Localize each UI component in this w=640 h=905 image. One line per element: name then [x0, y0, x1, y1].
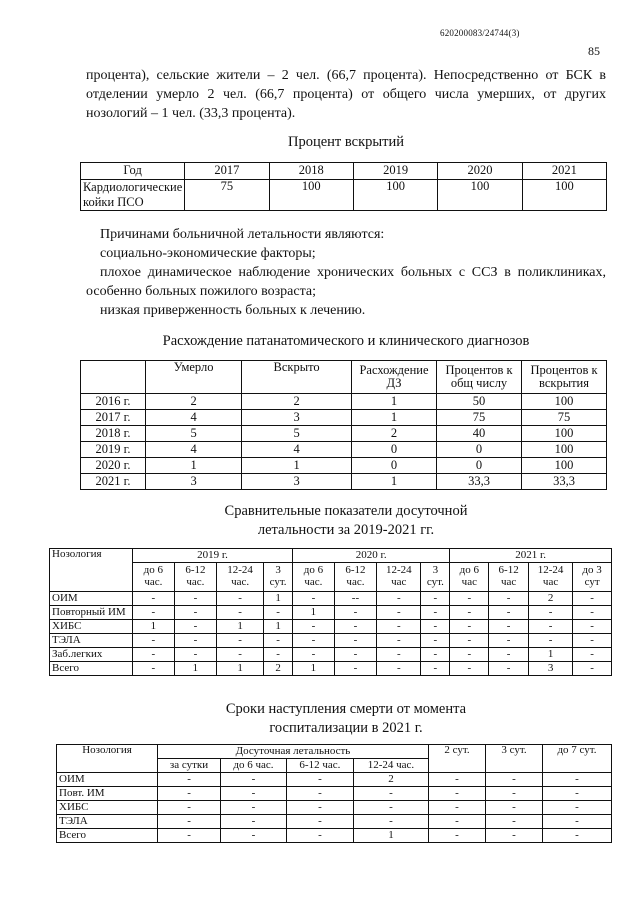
table-cell: 1	[352, 474, 437, 490]
table-cell: -	[489, 648, 529, 662]
table-cell: -	[377, 648, 421, 662]
table-cell: -	[286, 829, 353, 843]
table-cell: -	[486, 801, 543, 815]
table-cell: -	[334, 662, 376, 676]
table-cell: -	[573, 620, 612, 634]
header-cell: Умерло	[146, 361, 242, 394]
table-cell: -	[133, 648, 175, 662]
table-cell: -	[353, 787, 428, 801]
subheader-cell: 6-12 час	[489, 563, 529, 592]
table-header-row	[81, 361, 607, 394]
header-cell: 3 сут.	[486, 745, 543, 773]
row-label: 2019 г.	[81, 442, 146, 458]
year-header: 2020 г.	[293, 549, 450, 563]
table-cell: -	[221, 773, 287, 787]
table-row	[57, 787, 612, 801]
table-cell: -	[489, 606, 529, 620]
table-cell: 100	[522, 180, 606, 211]
table-row	[81, 442, 607, 458]
year-header: 2021 г.	[450, 549, 612, 563]
table-cell: -	[528, 634, 572, 648]
table-cell: -	[221, 829, 287, 843]
table-cell: -	[528, 620, 572, 634]
table-cell: 0	[437, 442, 522, 458]
table-cell: -	[133, 634, 175, 648]
table-cell: -	[217, 634, 264, 648]
table-cell: -	[286, 787, 353, 801]
table-cell: -	[429, 801, 486, 815]
death-timing-title	[86, 700, 606, 738]
table-cell: -	[334, 606, 376, 620]
page-number: 85	[588, 44, 600, 58]
header-cell: до 7 сут.	[543, 745, 612, 773]
table-cell: -	[217, 648, 264, 662]
table-cell: -	[158, 801, 221, 815]
table-cell: 1	[133, 620, 175, 634]
table-cell: 2	[146, 394, 242, 410]
row-label: Кардиологические койки ПСО	[81, 180, 185, 211]
table-cell: 1	[264, 592, 293, 606]
table-cell: 2	[264, 662, 293, 676]
table-row	[57, 801, 612, 815]
title-line: Сроки наступления смерти от момента	[225, 701, 467, 717]
causes-heading: Причинами больничной летальности являются:	[100, 227, 385, 242]
table-cell: 33,3	[522, 474, 607, 490]
table-cell: -	[543, 801, 612, 815]
subheader-cell: 6-12 час.	[286, 759, 353, 773]
table-cell: 1	[217, 662, 264, 676]
subheader-cell: 12-24 час	[377, 563, 421, 592]
table-cell: -	[429, 787, 486, 801]
table-cell: -	[377, 606, 421, 620]
table-cell: -	[158, 815, 221, 829]
table-row	[50, 662, 612, 676]
table-header-row	[81, 163, 607, 180]
table-cell: -	[264, 634, 293, 648]
table-row	[81, 458, 607, 474]
header-cell: Процентов к общ числу	[437, 361, 522, 394]
row-label: 2017 г.	[81, 410, 146, 426]
table-cell: -	[377, 662, 421, 676]
table-cell: 50	[437, 394, 522, 410]
table-row	[50, 648, 612, 662]
table-cell: -	[421, 606, 450, 620]
death-timing-table	[56, 744, 612, 843]
table-row	[50, 592, 612, 606]
table-cell: 1	[264, 620, 293, 634]
divergence-table-title: Расхождение патанатомического и клинического диагнозов	[162, 333, 530, 349]
table-cell: -	[158, 773, 221, 787]
subheader-cell: за сутки	[158, 759, 221, 773]
row-label: ТЭЛА	[57, 815, 158, 829]
title-line: госпитализации в 2021 г.	[269, 720, 423, 736]
table-cell: -	[528, 606, 572, 620]
document-id: 620200083/24744(3)	[440, 28, 520, 38]
row-label: Всего	[50, 662, 133, 676]
row-label: ХИБС	[50, 620, 133, 634]
table-cell: -	[573, 662, 612, 676]
header-cell: 2 сут.	[429, 745, 486, 773]
table-cell: 4	[242, 442, 352, 458]
table-cell: 100	[522, 394, 607, 410]
header-cell: Нозология	[57, 745, 158, 773]
table-cell: -	[377, 592, 421, 606]
table-row	[50, 606, 612, 620]
cause-item: социально-экономические факторы;	[100, 246, 316, 261]
title-line: Сравнительные показатели досуточной	[224, 503, 468, 519]
table-cell: -	[450, 606, 489, 620]
subheader-cell: 6-12 час.	[174, 563, 216, 592]
table-cell: 0	[352, 458, 437, 474]
table-cell: 3	[528, 662, 572, 676]
header-cell: 2021	[522, 163, 606, 180]
table-cell: -	[221, 815, 287, 829]
table-cell: 2	[242, 394, 352, 410]
table-cell: 1	[242, 458, 352, 474]
table-cell: -	[421, 634, 450, 648]
table-cell: -	[486, 773, 543, 787]
header-cell: Нозология	[50, 549, 133, 592]
table-cell: -	[450, 592, 489, 606]
row-label: ОИМ	[57, 773, 158, 787]
table-cell: -	[421, 662, 450, 676]
table-cell: -	[221, 801, 287, 815]
table-row	[57, 773, 612, 787]
table-row	[81, 474, 607, 490]
header-cell: 2019	[353, 163, 437, 180]
subheader-cell: 3 сут.	[264, 563, 293, 592]
table-cell: -	[353, 801, 428, 815]
table-cell: 100	[438, 180, 522, 211]
table-cell: 2	[528, 592, 572, 606]
table-cell: 1	[293, 606, 335, 620]
table-cell: -	[486, 787, 543, 801]
table-cell: -	[489, 634, 529, 648]
early-mortality-title	[86, 502, 606, 540]
subheader-cell: до 6 час.	[221, 759, 287, 773]
table-cell: 1	[353, 829, 428, 843]
table-cell: -	[486, 815, 543, 829]
table-cell: 2	[353, 773, 428, 787]
row-label: ТЭЛА	[50, 634, 133, 648]
table-cell: -	[450, 648, 489, 662]
table-cell: -	[573, 606, 612, 620]
table-cell: 3	[242, 474, 352, 490]
autopsy-table-title: Процент вскрытий	[288, 134, 404, 150]
row-label: ХИБС	[57, 801, 158, 815]
table-cell: -	[573, 648, 612, 662]
table-cell: -	[429, 773, 486, 787]
table-cell: 0	[352, 442, 437, 458]
table-cell: -	[486, 829, 543, 843]
header-cell: Год	[81, 163, 185, 180]
table-cell: 100	[522, 442, 607, 458]
table-cell: 0	[437, 458, 522, 474]
table-cell: -	[293, 592, 335, 606]
table-cell: 5	[242, 426, 352, 442]
table-cell: -	[221, 787, 287, 801]
divergence-table	[80, 360, 607, 490]
table-cell: -	[489, 592, 529, 606]
table-cell: -	[133, 606, 175, 620]
subheader-cell: 12-24 час.	[217, 563, 264, 592]
header-cell: 2020	[438, 163, 522, 180]
table-cell: -	[377, 634, 421, 648]
subheader-cell: 12-24 час	[528, 563, 572, 592]
table-cell: -	[293, 634, 335, 648]
table-cell: -	[573, 634, 612, 648]
table-cell: -	[543, 829, 612, 843]
table-cell: -	[543, 773, 612, 787]
table-cell: --	[334, 592, 376, 606]
table-cell: -	[543, 787, 612, 801]
autopsy-table	[80, 162, 607, 211]
table-cell: -	[429, 829, 486, 843]
table-cell: -	[450, 620, 489, 634]
table-cell: -	[421, 620, 450, 634]
table-cell: 3	[146, 474, 242, 490]
row-label: 2016 г.	[81, 394, 146, 410]
table-cell: -	[334, 648, 376, 662]
table-cell: -	[174, 620, 216, 634]
table-row	[50, 620, 612, 634]
row-label: 2021 г.	[81, 474, 146, 490]
table-cell: 4	[146, 410, 242, 426]
table-header-row	[57, 745, 612, 759]
table-cell: 3	[242, 410, 352, 426]
row-label: Всего	[57, 829, 158, 843]
table-cell: 5	[146, 426, 242, 442]
table-cell: -	[286, 801, 353, 815]
table-cell: -	[286, 815, 353, 829]
row-label: ОИМ	[50, 592, 133, 606]
table-cell: 1	[352, 410, 437, 426]
table-cell: -	[158, 787, 221, 801]
table-cell: 1	[293, 662, 335, 676]
table-cell: -	[174, 592, 216, 606]
table-row	[57, 829, 612, 843]
table-cell: 33,3	[437, 474, 522, 490]
title-line: летальности за 2019-2021 гг.	[257, 522, 435, 538]
table-cell: -	[174, 606, 216, 620]
table-cell: -	[293, 620, 335, 634]
table-cell: -	[174, 648, 216, 662]
table-header-row	[50, 549, 612, 563]
subheader-cell: до 6 час.	[133, 563, 175, 592]
subheader-cell: 12-24 час.	[353, 759, 428, 773]
subheader-cell: до 6 час	[450, 563, 489, 592]
header-cell: 2017	[185, 163, 269, 180]
cause-item: плохое динамическое наблюдение хронических больных с ССЗ в поликлиниках, особенно больных пожилого возраста;	[86, 265, 606, 299]
header-cell: Процентов к вскрытия	[522, 361, 607, 394]
table-cell: -	[450, 662, 489, 676]
subheader-cell: до 3 сут	[573, 563, 612, 592]
table-cell: 40	[437, 426, 522, 442]
header-cell: 2018	[269, 163, 353, 180]
header-cell: Расхождение ДЗ	[352, 361, 437, 394]
row-label: 2018 г.	[81, 426, 146, 442]
table-cell: -	[573, 592, 612, 606]
table-cell: -	[421, 648, 450, 662]
table-subheader-row	[50, 563, 612, 592]
table-cell: -	[353, 815, 428, 829]
row-label: Повторный ИМ	[50, 606, 133, 620]
header-cell: Вскрыто	[242, 361, 352, 394]
table-cell: 1	[146, 458, 242, 474]
row-label: Заб.легких	[50, 648, 133, 662]
early-mortality-table	[49, 548, 612, 676]
table-cell: 100	[522, 426, 607, 442]
table-cell: -	[158, 829, 221, 843]
table-cell: -	[450, 634, 489, 648]
table-cell: 1	[174, 662, 216, 676]
table-cell: -	[489, 620, 529, 634]
year-header: 2019 г.	[133, 549, 293, 563]
table-row	[81, 180, 607, 211]
table-cell: -	[133, 662, 175, 676]
table-cell: -	[377, 620, 421, 634]
table-cell: 1	[217, 620, 264, 634]
group-header: Досуточная летальность	[158, 745, 429, 759]
row-label: Повт. ИМ	[57, 787, 158, 801]
table-row	[81, 394, 607, 410]
table-row	[81, 426, 607, 442]
table-cell: -	[217, 606, 264, 620]
subheader-cell: 3 сут.	[421, 563, 450, 592]
table-cell: 100	[269, 180, 353, 211]
table-cell: -	[489, 662, 529, 676]
table-cell: 2	[352, 426, 437, 442]
subheader-cell: до 6 час.	[293, 563, 335, 592]
table-cell: -	[286, 773, 353, 787]
table-cell: 75	[522, 410, 607, 426]
table-cell: -	[334, 620, 376, 634]
subheader-cell: 6-12 час.	[334, 563, 376, 592]
table-row	[50, 634, 612, 648]
intro-paragraph: процента), сельские жители – 2 чел. (66,7 процента). Непосредственно от БСК в отделении умерло 2 чел. (66,7 процента) от общего числа умерших, от других нозологий – 1 чел. (33,3 процента).	[86, 68, 606, 121]
table-cell: 100	[353, 180, 437, 211]
table-cell: -	[217, 592, 264, 606]
table-cell: 100	[522, 458, 607, 474]
table-cell: 4	[146, 442, 242, 458]
row-label: 2020 г.	[81, 458, 146, 474]
table-cell: -	[543, 815, 612, 829]
table-cell: -	[421, 592, 450, 606]
table-cell: -	[334, 634, 376, 648]
table-cell: 75	[185, 180, 269, 211]
table-cell: -	[429, 815, 486, 829]
table-row	[57, 815, 612, 829]
header-cell	[81, 361, 146, 394]
table-cell: 1	[528, 648, 572, 662]
cause-item: низкая приверженность больных к лечению.	[100, 303, 366, 318]
table-cell: -	[264, 648, 293, 662]
table-cell: -	[264, 606, 293, 620]
table-cell: -	[133, 592, 175, 606]
table-cell: 1	[352, 394, 437, 410]
table-cell: -	[174, 634, 216, 648]
table-row	[81, 410, 607, 426]
table-cell: -	[293, 648, 335, 662]
table-cell: 75	[437, 410, 522, 426]
